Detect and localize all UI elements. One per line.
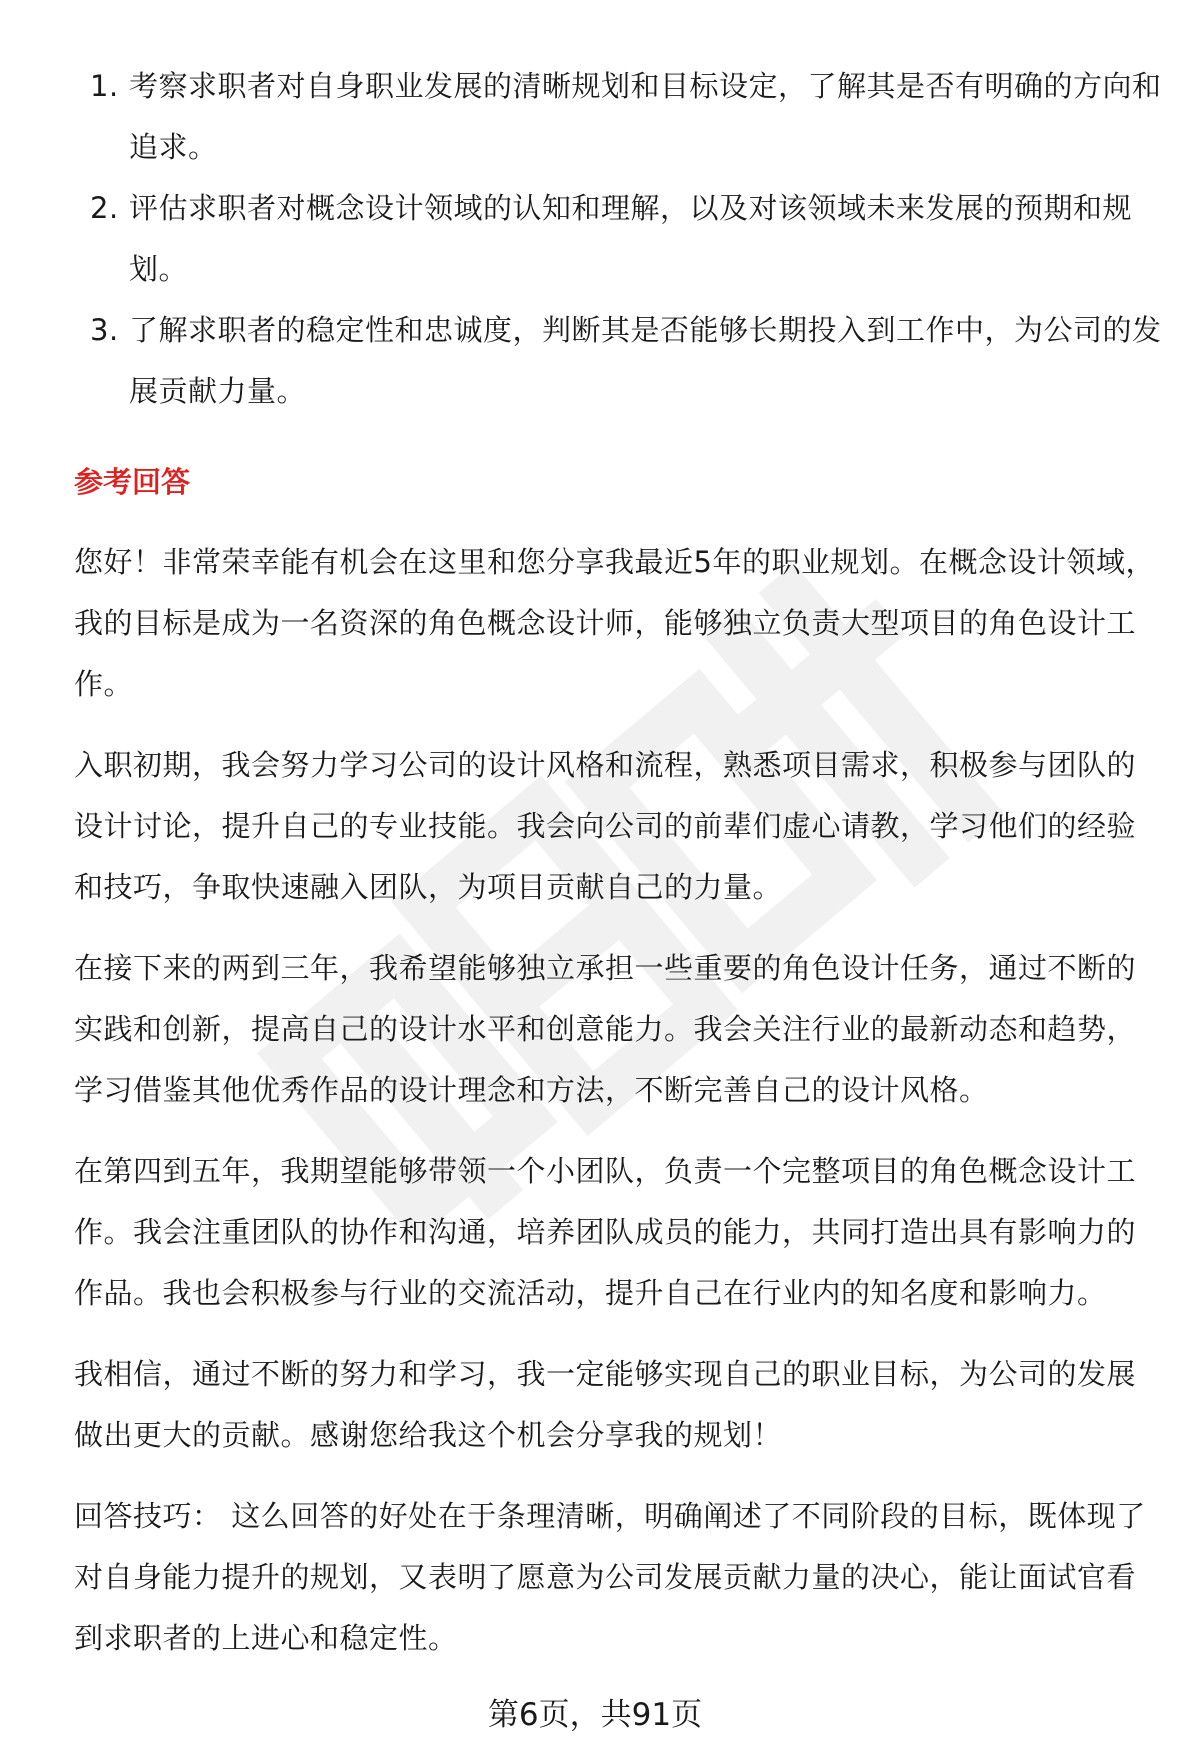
answer-paragraph: 在接下来的两到三年，我希望能够独立承担一些重要的角色设计任务，通过不断的实践和创新，提高自己的设计水平和创意能力。我会关注行业的最新动态和趋势，学习借鉴其他优秀作品的设计理念和方法，不断完善自己的设计风格。 — [74, 951, 1137, 1107]
list-number: 3. — [90, 313, 119, 347]
section-title: 参考回答 — [74, 465, 191, 499]
list-item — [74, 56, 1164, 178]
list-item-text: 考察求职者对自身职业发展的清晰规划和目标设定，了解其是否有明确的方向和追求。 — [129, 69, 1162, 164]
list-number: 1. — [90, 69, 119, 103]
list-number: 2. — [90, 191, 119, 225]
document-page — [74, 56, 1164, 1669]
answer-paragraph: 入职初期，我会努力学习公司的设计风格和流程，熟悉项目需求，积极参与团队的设计讨论，提升自己的专业技能。我会向公司的前辈们虚心请教，学习他们的经验和技巧，争取快速融入团队，为项目贡献自己的力量。 — [74, 748, 1137, 904]
answer-paragraph: 您好！非常荣幸能有机会在这里和您分享我最近5年的职业规划。在概念设计领域，我的目标是成为一名资深的角色概念设计师，能够独立负责大型项目的角色设计工作。 — [74, 545, 1155, 701]
list-item — [74, 300, 1164, 422]
answer-paragraph: 在第四到五年，我期望能够带领一个小团队，负责一个完整项目的角色概念设计工作。我会注重团队的协作和沟通，培养团队成员的能力，共同打造出具有影响力的作品。我也会积极参与行业的交流活动，提升自己在行业内的知名度和影响力。 — [74, 1154, 1137, 1310]
list-item-text: 评估求职者对概念设计领域的认知和理解，以及对该领域未来发展的预期和规划。 — [129, 191, 1133, 286]
goal-list — [74, 56, 1164, 422]
page-number: 第6页，共91页 — [487, 1697, 703, 1733]
list-item-text: 了解求职者的稳定性和忠诚度，判断其是否能够长期投入到工作中，为公司的发展贡献力量。 — [129, 313, 1162, 408]
answer-tip: 回答技巧： 这么回答的好处在于条理清晰，明确阐述了不同阶段的目标，既体现了对自身能力提升的规划，又表明了愿意为公司发展贡献力量的决心，能让面试官看到求职者的上进心和稳定性。 — [74, 1499, 1146, 1655]
answer-paragraph: 我相信，通过不断的努力和学习，我一定能够实现自己的职业目标，为公司的发展做出更大的贡献。感谢您给我这个机会分享我的规划！ — [74, 1357, 1137, 1452]
list-item — [74, 178, 1164, 300]
